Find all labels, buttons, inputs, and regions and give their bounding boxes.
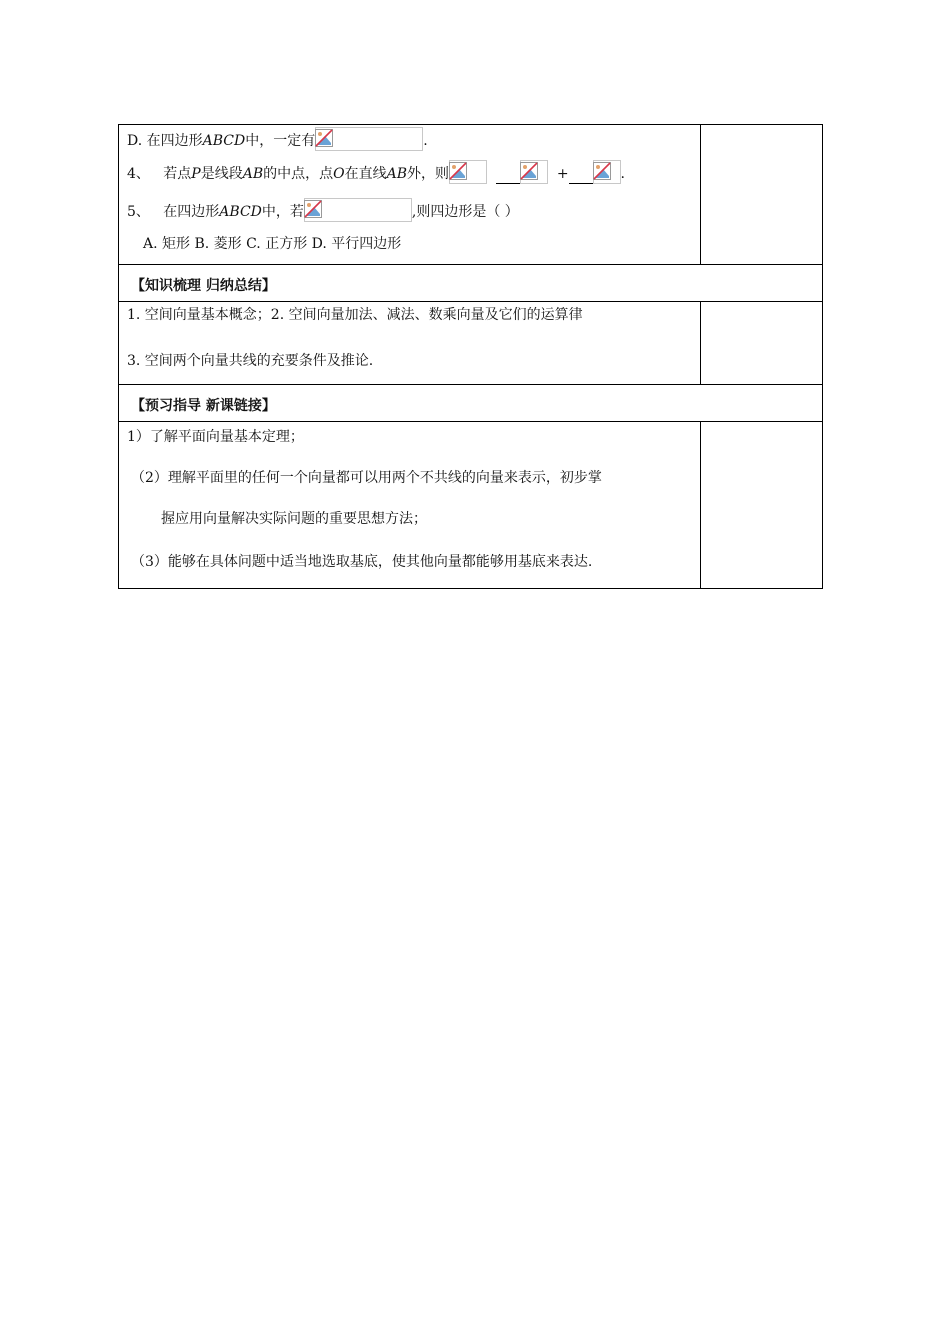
questions-cell (119, 125, 701, 265)
broken-image-icon (520, 160, 548, 184)
option-d-line (127, 131, 428, 151)
text: 中，一定有 (245, 133, 316, 149)
text: AB (242, 166, 264, 182)
broken-image-icon (315, 127, 423, 151)
answer-blank[interactable] (496, 169, 520, 184)
text: 外，则 (407, 166, 449, 182)
question-number: 4、 (127, 166, 150, 182)
text: 在四边形 (163, 204, 220, 220)
broken-image-icon (449, 160, 487, 184)
side-note-cell (701, 125, 823, 265)
text: . (620, 166, 625, 182)
broken-image-icon (593, 160, 621, 184)
text: P (191, 166, 201, 182)
side-note-cell (701, 302, 823, 385)
heading-text: 【预习指导 新课链接】 (131, 398, 276, 414)
plus-sign: + (556, 166, 569, 182)
text: 中，若 (261, 204, 304, 220)
text: . (423, 133, 428, 149)
text: D. 在四边形 (127, 133, 203, 149)
knowledge-line-1: 1. 空间向量基本概念；2. 空间向量加法、减法、数乘向量及它们的运算律 (127, 307, 583, 323)
text: 是线段 (200, 166, 243, 182)
question-4-line (127, 164, 625, 184)
objective-line-3: 握应用向量解决实际问题的重要思想方法； (161, 511, 427, 527)
objective-line-1: 1）了解平面向量基本定理； (127, 429, 304, 445)
section-heading-knowledge (119, 265, 823, 302)
text: 的中点，点 (263, 166, 334, 182)
text: ,则四边形是（ ） (411, 204, 519, 220)
preview-cell (119, 422, 701, 589)
question-5-options: A. 矩形 B. 菱形 C. 正方形 D. 平行四边形 (143, 236, 402, 252)
text: 若点 (163, 166, 192, 182)
question-5-line (127, 202, 519, 222)
section-heading-preview (119, 385, 823, 422)
knowledge-line-2: 3. 空间两个向量共线的充要条件及推论. (127, 353, 374, 369)
worksheet-table (118, 124, 823, 589)
text: ABCD (202, 133, 246, 149)
text: O (333, 166, 345, 182)
text: ABCD (219, 204, 262, 220)
knowledge-cell (119, 302, 701, 385)
text: 在直线 (344, 166, 387, 182)
objective-line-4: （3）能够在具体问题中适当地选取基底，使其他向量都能够用基底来表达. (131, 554, 593, 570)
heading-text: 【知识梳理 归纳总结】 (131, 278, 276, 294)
broken-image-icon (304, 198, 412, 222)
answer-blank[interactable] (569, 169, 593, 184)
side-note-cell (701, 422, 823, 589)
text: AB (386, 166, 407, 182)
question-number: 5、 (127, 204, 150, 220)
objective-line-2: （2）理解平面里的任何一个向量都可以用两个不共线的向量来表示，初步掌 (131, 470, 602, 486)
